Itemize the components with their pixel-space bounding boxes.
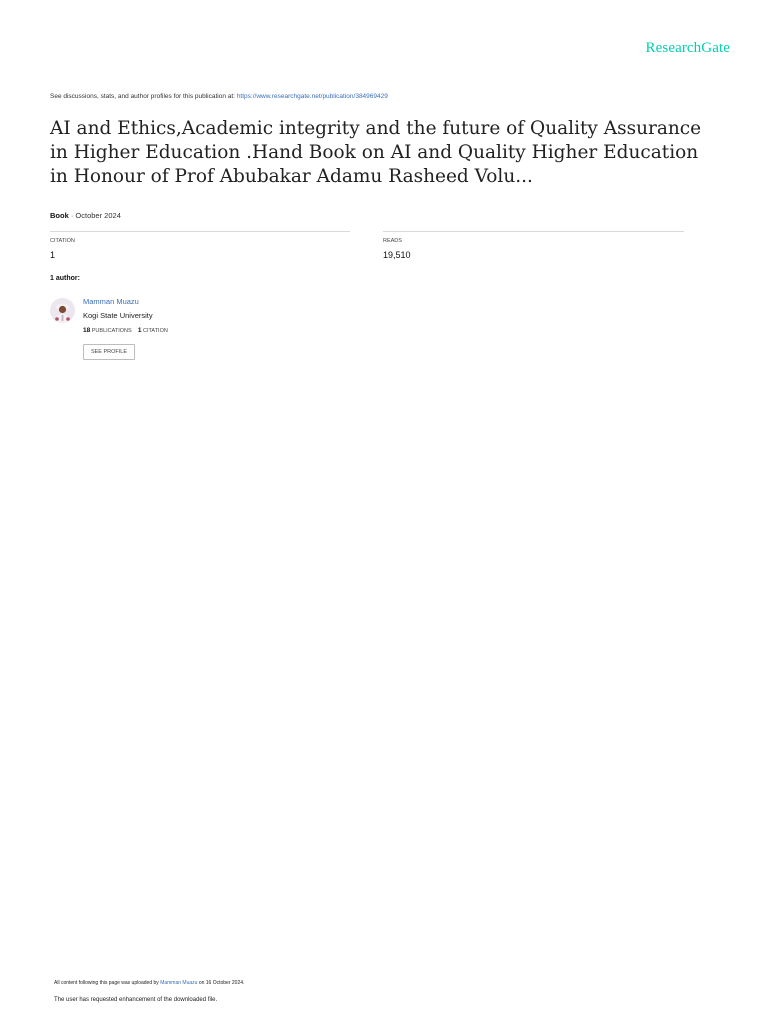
reads-label: READS — [383, 238, 402, 244]
author-name-link[interactable]: Mamman Muazu — [83, 297, 139, 306]
author-avatar[interactable] — [50, 298, 75, 323]
citation-value: 1 — [50, 250, 56, 260]
publication-type: Book — [50, 211, 69, 220]
upload-note — [54, 980, 244, 986]
enhancement-note: The user has requested enhancement of the downloaded file. — [54, 997, 218, 1003]
publications-label: PUBLICATIONS — [91, 328, 132, 334]
reads-value: 19,510 — [383, 250, 411, 260]
publication-date: · October 2024 — [68, 211, 121, 220]
divider-reads — [383, 231, 684, 232]
see-profile-button[interactable]: SEE PROFILE — [83, 344, 135, 360]
author-citations-count: 1 — [137, 327, 142, 334]
upload-suffix: on 16 October 2024. — [198, 980, 245, 986]
author-affiliation: Kogi State University — [83, 311, 153, 320]
citation-label: CITATION — [50, 238, 75, 244]
publication-meta — [50, 211, 121, 220]
discussions-line — [50, 93, 388, 100]
author-citations-label: CITATION — [142, 328, 168, 334]
avatar-image-icon — [50, 298, 75, 323]
authors-count-label: 1 author: — [50, 275, 80, 282]
discussions-text: See discussions, stats, and author profiles for this publication at: — [50, 93, 235, 100]
researchgate-logo[interactable]: ResearchGate — [645, 40, 730, 56]
author-stats — [83, 327, 168, 334]
publications-count: 18 — [83, 327, 91, 334]
divider-citation — [50, 231, 350, 232]
uploader-link[interactable]: Mamman Muazu — [160, 980, 198, 986]
upload-prefix: All content following this page was uploaded by — [54, 980, 159, 986]
publication-title: AI and Ethics,Academic integrity and the future of Quality Assurance in Higher Education .Hand Book on AI and Quality Higher Education in Honour of Prof Abubakar Adamu Rasheed Volu... — [50, 118, 702, 187]
publication-link[interactable]: https://www.researchgate.net/publication/384969429 — [236, 93, 388, 100]
